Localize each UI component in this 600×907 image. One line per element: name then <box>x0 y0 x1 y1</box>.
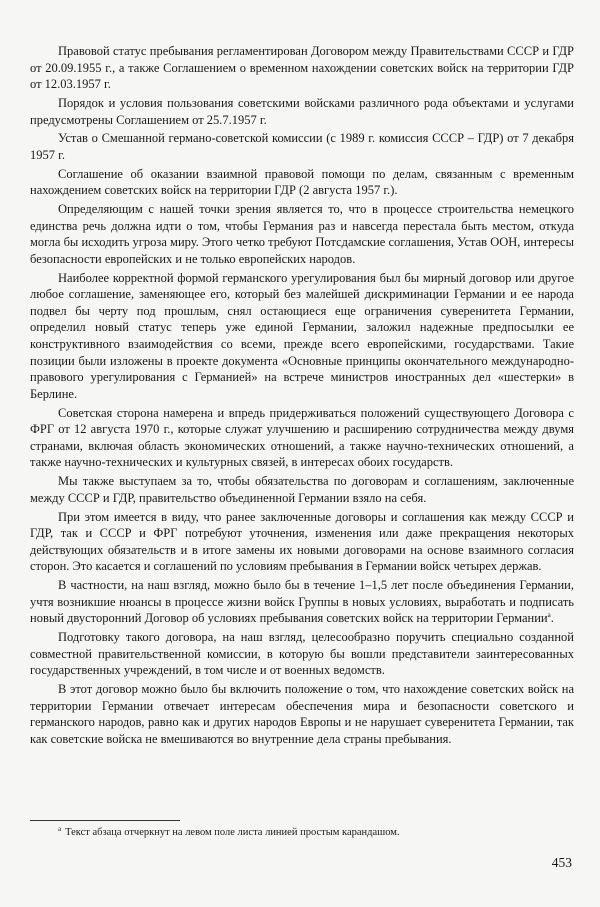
paragraph-8: Мы также выступаем за то, чтобы обязательства по договорам и соглашениям, заключенные между СССР и ГДР, правительство объединенной Германии взяло на себя. <box>30 474 574 505</box>
page-body <box>30 43 574 747</box>
footnote-divider <box>30 820 180 821</box>
footnote <box>30 826 574 840</box>
footnote-reference: а <box>547 611 551 620</box>
paragraph-3: Устав о Смешанной германо-советской комиссии (с 1989 г. комиссия СССР – ГДР) от 7 декабря 1957 г. <box>30 131 574 162</box>
paragraph-9: При этом имеется в виду, что ранее заключенные договоры и соглашения как между СССР и ГДР, так и СССР и ФРГ потребуют уточнения, изменения или даже прекращения некоторых действующих обязательств и в итоге замены их новыми договорами на основе взаимного согласия сторон. Это касается и соглашений по условиям пребывания в Германии войск четырех держав. <box>30 509 574 574</box>
footnote-mark: а <box>58 824 62 833</box>
paragraph-2: Порядок и условия пользования советскими войсками различного рода объектами и услугами предусмотрены Соглашением от 25.7.1957 г. <box>30 95 574 127</box>
page-number: 453 <box>551 855 572 870</box>
paragraph-12: В этот договор можно было бы включить положение о том, что нахождение советских войск на территории Германии отвечает интересам обеспечения мира и безопасности советского и германского народов, равно как и других народов Европы и не нарушает суверенитета Германии, так как советские войска не вмешиваются во внутренние дела страны пребывания. <box>30 682 574 746</box>
footnote-text: Текст абзаца отчеркнут на левом поле листа линией простым карандашом. <box>65 827 400 838</box>
paragraph-7: Советская сторона намерена и впредь придерживаться положений существующего Договора с ФРГ от 12 августа 1970 г., которые служат улучшению и расширению сотрудничества между двумя странами, включая область экономических отношений, а также научно-технических отношений, а также научно-технических и культурных связей, в интересах обоих государств. <box>30 405 574 470</box>
paragraph-6: Наиболее корректной формой германского урегулирования был бы мирный договор или другое любое соглашение, заменяющее его, который без малейшей дискриминации Германии и ее народа подвел бы черту под прошлым, снял остающиеся еще ограничения суверенитета Германии, определил новый статус теперь уже единой Германии, заложил надежные предпосылки ее конструктивного взаимодействия со всеми, прежде всего европейскими, государствами. Такие позиции были изложены в проекте документа «Основные принципы окончательного международно-правового урегулирования с Германией» на встрече министров иностранных дел «шестерки» в Берлине. <box>30 270 574 401</box>
paragraph-11: Подготовку такого договора, на наш взгляд, целесообразно поручить специально созданной совместной правительственной комиссии, в которую бы вошли представители заинтересованных государственных учреждений, в том числе и от военных ведомств. <box>30 630 574 678</box>
paragraph-5: Определяющим с нашей точки зрения является то, что в процессе строительства немецкого единства речь должна идти о том, чтобы Германия раз и навсегда перестала быть местом, откуда могла бы исходить угроза миру. Этого четко требуют Потсдамские соглашения, Устав ООН, интересы безопасности европейских и не только европейских народов. <box>30 202 574 266</box>
paragraph-1: Правовой статус пребывания регламентирован Договором между Правительствами СССР и ГДР от 20.09.1955 г., а также Соглашением о временном нахождении советских войск на территории ГДР от 12.03.1957 г. <box>30 44 574 92</box>
paragraph-10: В частности, на наш взгляд, можно было бы в течение 1–1,5 лет после объединения Германии, учтя возникшие нюансы в процессе жизни войск Группы в новых условиях, выработать и подписать новый двусторонний Договор об условиях пребывания советских войск на территории Германии$^а$. <box>30 578 574 626</box>
paragraph-4: Соглашение об оказании взаимной правовой помощи по делам, связанным с временным нахождением советских войск на территории ГДР (2 августа 1957 г.). <box>30 166 574 198</box>
paragraph-10-text: В частности, на наш взгляд, можно было бы в течение 1–1,5 лет после объединения Германии, учтя возникшие нюансы в процессе жизни войск Группы в новых условиях, выработать и подписать новый двусторонний Договор об условиях пребывания советских войск на территории Германии <box>30 578 574 626</box>
